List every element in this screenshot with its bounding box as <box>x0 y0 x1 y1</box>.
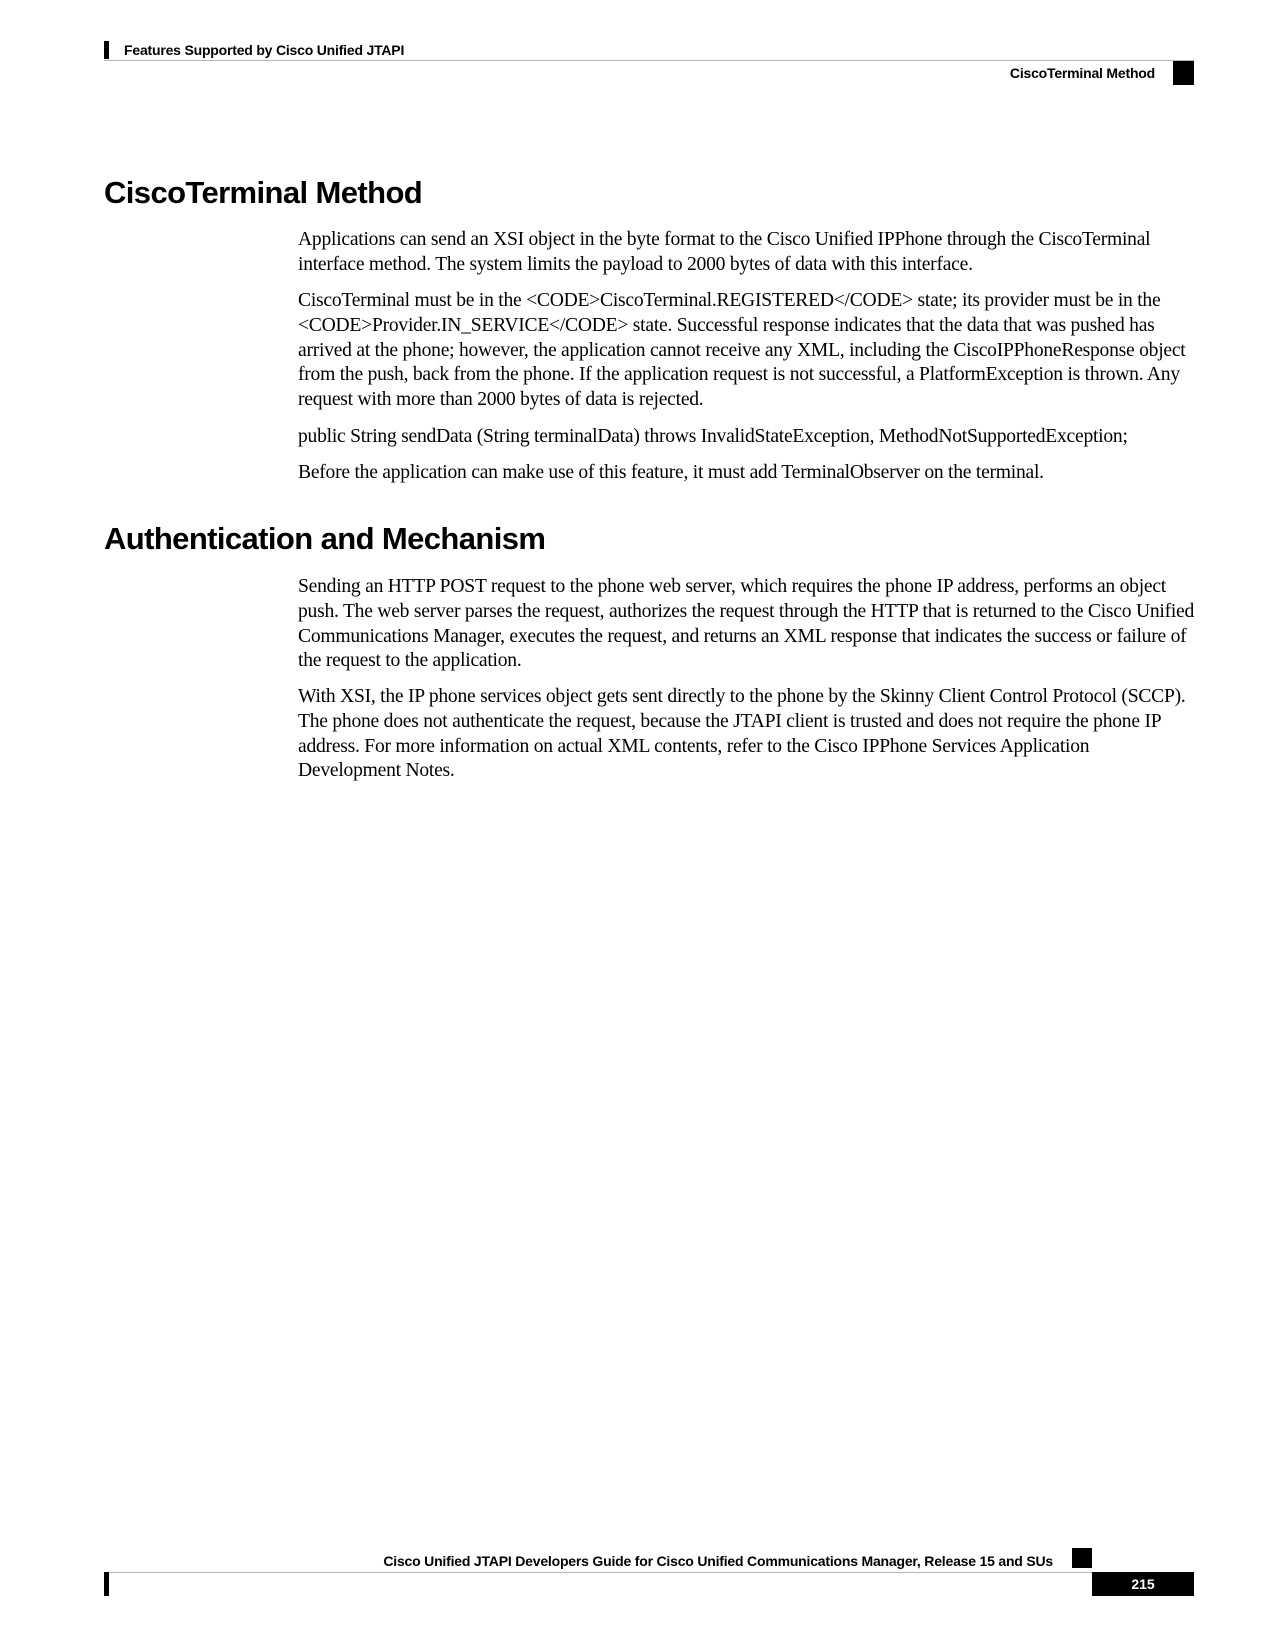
section-heading-authentication-and-mechanism: Authentication and Mechanism <box>104 521 546 556</box>
paragraph: Applications can send an XSI object in the byte format to the Cisco Unified IPPhone through the CiscoTerminal interface method. The system limits the payload to 2000 bytes of data with this interface. <box>298 229 1151 275</box>
footer-rule <box>104 1572 1194 1573</box>
code-signature-paragraph: public String sendData (String terminalData) throws InvalidStateException, MethodNotSupportedException; <box>298 426 1128 447</box>
paragraph: Sending an HTTP POST request to the phone web server, which requires the phone IP address, performs an object push. The web server parses the request, authorizes the request through the HTTP that is returned to the Cisco Unified Communications Manager, executes the request, and returns an XML response that indicates the success or failure of the request to the application. <box>298 576 1195 672</box>
paragraph: CiscoTerminal must be in the <CODE>CiscoTerminal.REGISTERED</CODE> state; its provider must be in the <CODE>Provider.IN_SERVICE</CODE> state. Successful response indicates that the data that was pushed has arrived at the phone; however, the application cannot receive any XML, including the CiscoIPPhoneResponse object from the push, back from the phone. If the application request is not successful, a PlatformException is thrown. Any request with more than 2000 bytes of data is rejected. <box>298 290 1186 411</box>
header-rule <box>104 60 1194 61</box>
paragraph: With XSI, the IP phone services object gets sent directly to the phone by the Skinny Client Control Protocol (SCCP). The phone does not authenticate the request, because the JTAPI client is trusted and does not require the phone IP address. For more information on actual XML contents, refer to the Cisco IPPhone Services Application Development Notes. <box>298 686 1186 782</box>
header-left-bar <box>104 41 109 59</box>
header-section-title: CiscoTerminal Method <box>1009 65 1155 81</box>
header-chapter-title: Features Supported by Cisco Unified JTAPI <box>124 42 405 58</box>
footer-book-title: Cisco Unified JTAPI Developers Guide for Cisco Unified Communications Manager, Release 15 and SUs <box>383 1553 1053 1569</box>
footer-left-bar <box>104 1572 109 1596</box>
header-right-block <box>1173 61 1194 85</box>
section-heading-ciscoterminal-method: CiscoTerminal Method <box>104 175 423 210</box>
footer-block <box>1072 1548 1092 1568</box>
paragraph: Before the application can make use of this feature, it must add TerminalObserver on the terminal. <box>298 462 1044 483</box>
page-number: 215 <box>1092 1572 1194 1596</box>
